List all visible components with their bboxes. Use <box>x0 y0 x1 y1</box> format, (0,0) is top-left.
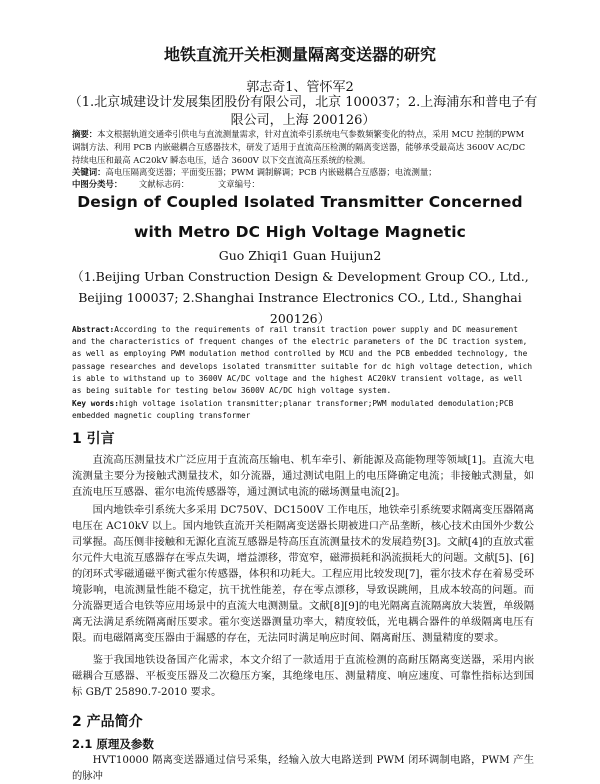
chinese-title: 地铁直流开关柜测量隔离变送器的研究 <box>163 45 436 64</box>
chinese-abstract <box>72 128 534 167</box>
english-abstract-label: Abstract: <box>72 325 115 334</box>
english-authors: Guo Zhiqi1 Guan Huijun2 <box>218 248 382 263</box>
chinese-affiliation: （1.北京城建设计发展集团股份有限公司，北京 100037；2.上海浦东和普电子有限公司，上海 200126） <box>68 95 538 128</box>
section-1-paragraph-2: 国内地铁牵引系统大多采用 DC750V、DC1500V 工作电压，地铁牵引系统要求隔离变压器隔离电压在 AC10kV 以上。国内地铁直流开关柜隔离变送器长期被进口产品垄断，核心技术由国外少数公司掌握。高压侧非接触和无源化直流互感器是特高压直流测量技术的发展趋势[3]。文献[4]的直放式霍尔元件大电流互感器存在零点失调，增益漂移，带宽窄，磁滞损耗和涡流损耗大的问题。文献[5]、[6]的闭环式零磁通磁平衡式霍尔传感器，体积和功耗大。工程应用比较发现[7]，霍尔技术存在着易受环境影响，电流测量性能不稳定，抗干扰性能差，存在零点漂移，导致误跳闸，且成本较高的问题。而分流器更适合电铁等应用场景中的直流大电测测量。文献[8][9]的电光隔离直流隔离放大装置，单级隔离无法满足系统隔离耐压要求。霍尔变送器测量功率大，精度较低，光电耦合器件的单级隔离电压有限。而电磁隔离变压器由于漏感的存在，无法同时满足响应时间、隔离耐压、测量精度的要求。 <box>72 504 534 644</box>
chinese-keywords-label: 关键词： <box>72 167 106 177</box>
chinese-abstract-label: 摘要： <box>72 129 98 139</box>
english-keywords <box>72 398 534 422</box>
chinese-article-no-label: 文章编号： <box>217 179 260 189</box>
section-1-heading: 1 引言 <box>72 431 115 447</box>
english-keywords-label: Key words: <box>72 399 119 408</box>
english-abstract <box>72 324 534 397</box>
chinese-abstract-text: 本文根据轨道交通牵引供电与直流测量需求，针对直流牵引系统电气参数频繁变化的特点，采用 MCU 控制的PWM 调制方法、利用 PCB 内嵌磁耦合互感器技术，研发了适用于直流高压检测的隔离变送器，能够承受最高达 3600V AC/DC 持续电压和最高 AC20kV 瞬态电压，适合 3600V 以下交直流高压系统的检测。 <box>72 129 526 165</box>
english-affiliation: （1.Beijing Urban Construction Design & Development Group CO., Ltd., Beijing 100037; 2.Shanghai Instrance Electronics CO., Ltd., Shanghai 200126） <box>71 269 529 326</box>
english-keywords-text: high voltage isolation transmitter;planar transformer;PWM modulated demodulation;PCB embedded magnetic coupling transformer <box>72 399 514 421</box>
section-1-paragraph-3: 鉴于我国地铁设备国产化需求，本文介绍了一款适用于直流检测的高耐压隔离变送器，采用内嵌磁耦合互感器、平板变压器及二次稳压方案，其绝缘电压、测量精度、响应速度、可靠性指标达到国标 GB/T 25890.7-2010 要求。 <box>72 654 534 698</box>
section-2-1-paragraph-1: HVT10000 隔离变送器通过信号采集，经输入放大电路送到 PWM 闭环调制电路，PWM 产生的脉冲 <box>72 754 534 782</box>
chinese-class-label: 中图分类号： <box>72 179 123 189</box>
english-abstract-text: According to the requirements of rail transit traction power supply and DC measurement and the characteristics of frequent changes of the electric parameters of the DC traction system, as well as employing PWM modulation method controlled by MCU and the PCB embedded technology, the passage researches and develops isolated transmitter suitable for dc high voltage detection, which is able to withstand up to 3600V AC/DC voltage and the highest AC20kV transient voltage, as well as being suitable for testing below 3600V AC/DC high voltage system. <box>72 325 533 396</box>
chinese-doc-code-label: 文献标志码： <box>138 179 190 189</box>
english-title: Design of Coupled Isolated Transmitter Concerned with Metro DC High Voltage Magnetic <box>77 193 523 241</box>
chinese-authors: 郭志奇1、管怀军2 <box>246 80 354 95</box>
section-2-heading: 2 产品简介 <box>72 714 143 730</box>
section-2-1-heading: 2.1 原理及参数 <box>72 737 154 751</box>
chinese-keywords-text: 高电压隔离变送器；平面变压器；PWM 调制解调；PCB 内嵌磁耦合互感器；电流测量； <box>105 167 437 177</box>
section-1-paragraph-1: 直流高压测量技术广泛应用于直流高压输电、机车牵引、新能源及高能物理等领域[1]。直流大电流测量主要分为接触式测量技术，如分流器，通过测试电阻上的电压降确定电流；非接触式测量，如直流电压互感器、霍尔电流传感器等，通过测试电流的磁场测量电流[2]。 <box>72 454 534 498</box>
